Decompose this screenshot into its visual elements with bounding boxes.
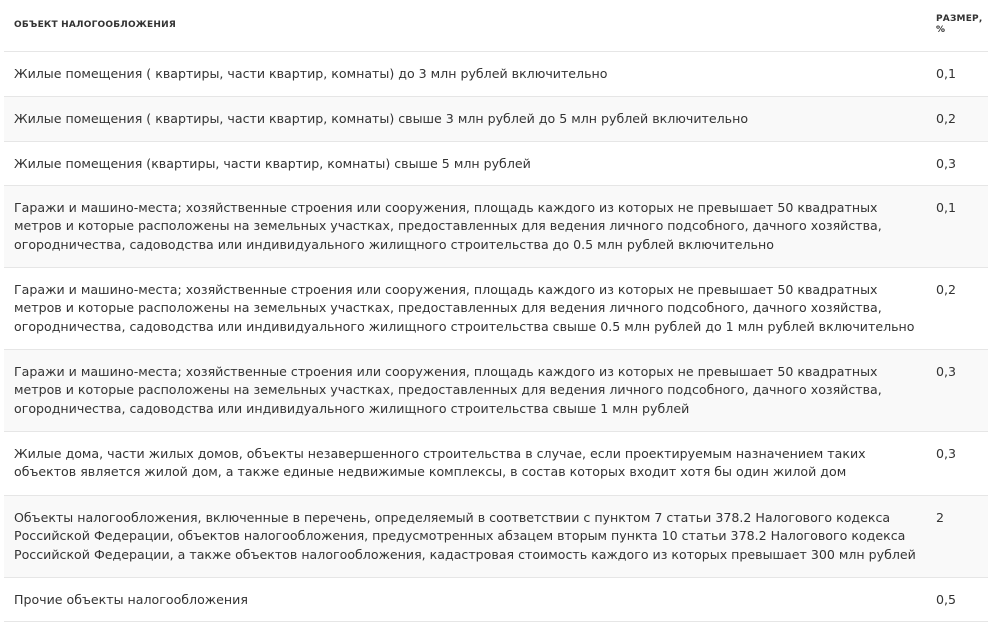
object-cell: Жилые дома, части жилых домов, объекты незавершенного строительства в случае, если проектируемым назначением таких объектов является жилой дом, а также единые недвижимые комплексы, в состав которых входит хотя бы один жилой дом: [4, 431, 926, 495]
rate-cell: 0,5: [926, 577, 988, 621]
rate-cell: 0,2: [926, 96, 988, 141]
object-cell: Гаражи и машино-места; хозяйственные строения или сооружения, площадь каждого из которых не превышает 50 квадратных метров и которые расположены на земельных участках, предоставленных для ведения личного подсобного, дачного хозяйства, огородничества, садоводства или индивидуального жилищного строительства свыше 1 млн рублей: [4, 349, 926, 431]
table-row: [4, 577, 988, 621]
object-cell: Прочие объекты налогообложения: [4, 577, 926, 621]
rate-cell: 2: [926, 495, 988, 577]
table-header: [4, 0, 988, 51]
rate-cell: 0,2: [926, 267, 988, 349]
object-cell: Гаражи и машино-места; хозяйственные строения или сооружения, площадь каждого из которых не превышает 50 квадратных метров и которые расположены на земельных участках, предоставленных для ведения личного подсобного, дачного хозяйства, огородничества, садоводства или индивидуального жилищного строительства до 0.5 млн рублей включительно: [4, 185, 926, 267]
tax-rate-table: [4, 0, 988, 622]
object-cell: Объекты налогообложения, включенные в перечень, определяемый в соответствии с пунктом 7 статьи 378.2 Налогового кодекса Российской Федерации, объектов налогообложения, предусмотренных абзацем вторым пункта 10 статьи 378.2 Налогового кодекса Российской Федерации, а также объектов налогообложения, кадастровая стоимость каждого из которых превышает 300 млн рублей: [4, 495, 926, 577]
rate-cell: 0,1: [926, 185, 988, 267]
rate-cell: 0,3: [926, 431, 988, 495]
header-rate: РАЗМЕР, %: [926, 0, 988, 51]
header-row: [4, 0, 988, 51]
rate-cell: 0,3: [926, 349, 988, 431]
table-row: [4, 141, 988, 185]
object-cell: Жилые помещения (квартиры, части квартир, комнаты) свыше 5 млн рублей: [4, 141, 926, 185]
table-row: [4, 431, 988, 495]
object-cell: Гаражи и машино-места; хозяйственные строения или сооружения, площадь каждого из которых не превышает 50 квадратных метров и которые расположены на земельных участках, предоставленных для ведения личного подсобного, дачного хозяйства, огородничества, садоводства или индивидуального жилищного строительства свыше 0.5 млн рублей до 1 млн рублей включительно: [4, 267, 926, 349]
table-row: [4, 267, 988, 349]
table-row: [4, 185, 988, 267]
table-row: [4, 51, 988, 96]
table-row: [4, 349, 988, 431]
object-cell: Жилые помещения ( квартиры, части квартир, комнаты) свыше 3 млн рублей до 5 млн рублей включительно: [4, 96, 926, 141]
header-object: ОБЪЕКТ НАЛОГООБЛОЖЕНИЯ: [4, 0, 926, 51]
rate-cell: 0,3: [926, 141, 988, 185]
rate-cell: 0,1: [926, 51, 988, 96]
table-row: [4, 495, 988, 577]
table-body: [4, 51, 988, 621]
object-cell: Жилые помещения ( квартиры, части квартир, комнаты) до 3 млн рублей включительно: [4, 51, 926, 96]
table-row: [4, 96, 988, 141]
